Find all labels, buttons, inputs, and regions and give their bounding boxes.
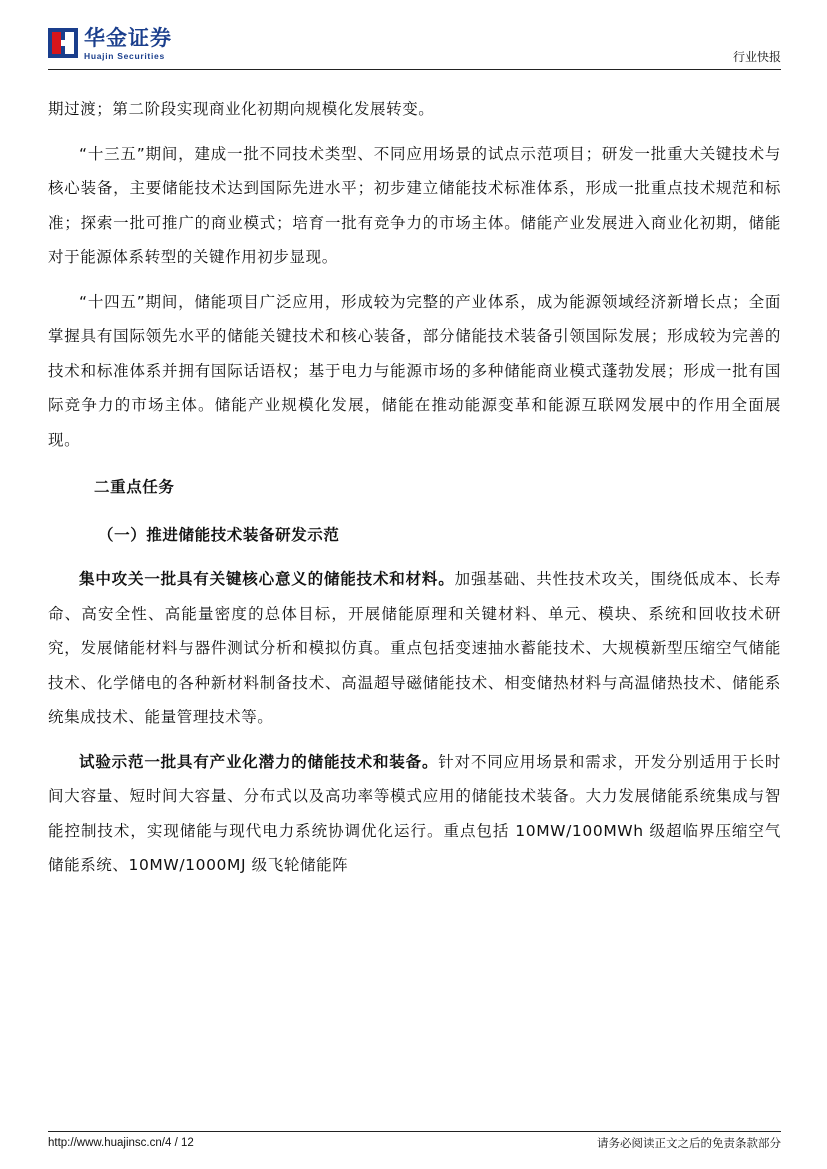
paragraph-key-technologies bbox=[48, 562, 781, 735]
footer-divider bbox=[48, 1131, 781, 1132]
paragraph-demonstration bbox=[48, 745, 781, 883]
page-header bbox=[48, 24, 781, 68]
logo-english-name: Huajin Securities bbox=[84, 51, 165, 61]
paragraph-14th-five-year: “十四五”期间，储能项目广泛应用，形成较为完整的产业体系，成为能源领域经济新增长点；全面掌握具有国际领先水平的储能关键技术和核心装备，部分储能技术装备引领国际发展；形成较为完善的技术和标准体系并拥有国际话语权；基于电力与能源市场的多种储能商业模式蓬勃发展；形成一批有国际竞争力的市场主体。储能产业规模化发展，储能在推动能源变革和能源互联网发展中的作用全面展现。 bbox=[48, 292, 781, 449]
footer-url[interactable]: http://www.huajinsc.cn/ bbox=[48, 1137, 165, 1149]
footer-disclaimer: 请务必阅读正文之后的免责条款部分 bbox=[597, 1136, 781, 1150]
section-heading: 二重点任务 bbox=[94, 478, 175, 496]
footer-url-page bbox=[48, 1136, 194, 1150]
paragraph-lead: 试验示范一批具有产业化潜力的储能技术和装备。 bbox=[79, 752, 439, 771]
paragraph-text: 针对不同应用场景和需求，开发分别适用于长时间大容量、短时间大容量、分布式以及高功率等模式应用的储能技术装备。大力发展储能系统集成与智能控制技术，实现储能与现代电力系统协调优化运行。重点包括 10MW/100MWh 级超临界压缩空气储能系统、10MW/1000MJ 级飞轮储能阵 bbox=[48, 752, 781, 874]
logo-chinese-name: 华金证券 bbox=[84, 26, 172, 50]
document-body bbox=[48, 92, 781, 883]
paragraph-continuation: 期过渡；第二阶段实现商业化初期向规模化发展转变。 bbox=[48, 100, 435, 118]
paragraph-lead: 集中攻关一批具有关键核心意义的储能技术和材料。 bbox=[79, 570, 455, 588]
subsection-heading: （一）推进储能技术装备研发示范 bbox=[98, 525, 340, 544]
page-number: 4 / 12 bbox=[164, 1137, 194, 1149]
huajin-logo-icon bbox=[48, 28, 78, 58]
header-divider bbox=[48, 69, 781, 70]
paragraph-text: 加强基础、共性技术攻关，围绕低成本、长寿命、高安全性、高能量密度的总体目标，开展储能原理和关键材料、单元、模块、系统和回收技术研究，发展储能材料与器件测试分析和模拟仿真。重点包括变速抽水蓄能技术、大规模新型压缩空气储能技术、化学储电的各种新材料制备技术、高温超导磁储能技术、相变储热材料与高温储热技术、储能系统集成技术、能量管理技术等。 bbox=[48, 570, 781, 726]
report-type-label: 行业快报 bbox=[732, 50, 781, 64]
paragraph-13th-five-year: “十三五”期间，建成一批不同技术类型、不同应用场景的试点示范项目；研发一批重大关键技术与核心装备，主要储能技术达到国际先进水平；初步建立储能技术标准体系，形成一批重点技术规范和标准；探索一批可推广的商业模式；培育一批有竞争力的市场主体。储能产业发展进入商业化初期，储能对于能源体系转型的关键作用初步显现。 bbox=[48, 144, 781, 266]
